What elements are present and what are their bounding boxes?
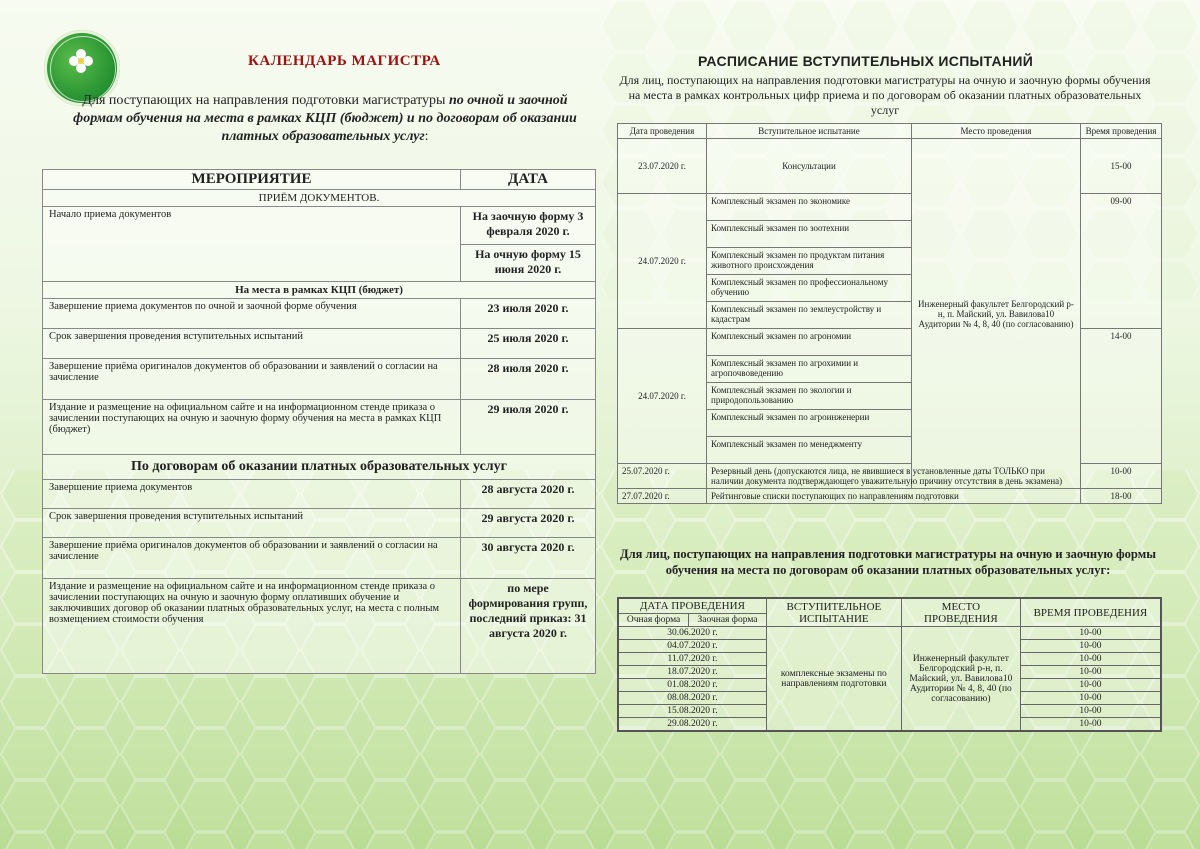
p-h-exam: ВСТУПИТЕЛЬНОЕ ИСПЫТАНИЕ xyxy=(766,598,901,627)
col-event-header: МЕРОПРИЯТИЕ xyxy=(43,170,461,190)
reserve-date: 25.07.2020 г. xyxy=(618,464,707,489)
rating-time: 18-00 xyxy=(1081,489,1162,504)
p-h-time: ВРЕМЯ ПРОВЕДЕНИЯ xyxy=(1020,598,1161,627)
schedule-intro: Для лиц, поступающих на направления подготовки магистратуры на очную и заочную формы обучения на места в рамках контрольных цифр приема и по договорам об оказании платных образовательных услуг xyxy=(619,73,1151,117)
row-event: Завершение приёма оригиналов документов об образовании и заявлений о согласии на зачисление xyxy=(43,538,461,579)
reserve: Резервный день (допускаются лица, не явившиеся в установленные даты ТОЛЬКО при наличии документа подтверждающего уважительную причину отсутствия в день экзамена) xyxy=(707,464,1081,489)
row-event: Завершение приема документов xyxy=(43,480,461,509)
paid-schedule-table xyxy=(617,597,1162,732)
row-date: по мере формирования групп, последний приказ: 31 августа 2020 г. xyxy=(461,579,596,674)
table-row xyxy=(43,509,596,538)
intro-colon: : xyxy=(424,129,429,144)
group1-date: 24.07.2020 г. xyxy=(618,194,707,329)
exam-item: Комплексный экзамен по агрономии xyxy=(707,329,912,356)
p-date: 29.08.2020 г. xyxy=(618,718,766,732)
start-label: Начало приема документов xyxy=(43,207,461,282)
section-budget: На места в рамках КЦП (бюджет) xyxy=(43,282,596,299)
h-time: Время проведения xyxy=(1081,124,1162,139)
p-time: 10-00 xyxy=(1020,666,1161,679)
p-time: 10-00 xyxy=(1020,653,1161,666)
rating: Рейтинговые списки поступающих по направлениям подготовки xyxy=(707,489,1081,504)
p-exam: комплексные экзамены по направлениям подготовки xyxy=(766,627,901,732)
h-place: Место проведения xyxy=(912,124,1081,139)
p-time: 10-00 xyxy=(1020,692,1161,705)
p-time: 10-00 xyxy=(1020,627,1161,640)
table-row xyxy=(43,329,596,359)
schedule-title: РАСПИСАНИЕ ВСТУПИТЕЛЬНЫХ ИСПЫТАНИЙ xyxy=(698,53,1034,69)
group2-time: 14-00 xyxy=(1081,329,1162,464)
p-date: 08.08.2020 г. xyxy=(618,692,766,705)
table-row xyxy=(43,299,596,329)
table-row xyxy=(43,538,596,579)
p-date: 30.06.2020 г. xyxy=(618,627,766,640)
consult-time: 15-00 xyxy=(1081,139,1162,194)
p-h-date: ДАТА ПРОВЕДЕНИЯ xyxy=(618,598,766,614)
row-date: 28 августа 2020 г. xyxy=(461,480,596,509)
row-date: 29 июля 2020 г. xyxy=(461,400,596,455)
table-row xyxy=(43,400,596,455)
p-h-place: МЕСТО ПРОВЕДЕНИЯ xyxy=(901,598,1020,627)
exam-item: Комплексный экзамен по продуктам питания животного происхождения xyxy=(707,248,912,275)
flower-icon xyxy=(66,46,96,76)
col-date-header: ДАТА xyxy=(461,170,596,190)
row-event: Издание и размещение на официальном сайте и на информационном стенде приказа о зачислении поступающих на очную и заочную форму обучения на места в рамках КЦП (бюджет) xyxy=(43,400,461,455)
exam-item: Комплексный экзамен по зоотехнии xyxy=(707,221,912,248)
calendar-table xyxy=(42,169,596,674)
start-date-zaoch: На заочную форму 3 февраля 2020 г. xyxy=(461,207,596,245)
exam-item: Комплексный экзамен по профессиональному обучению xyxy=(707,275,912,302)
reserve-time: 10-00 xyxy=(1081,464,1162,489)
p-time: 10-00 xyxy=(1020,718,1161,732)
row-date: 28 июля 2020 г. xyxy=(461,359,596,400)
row-event: Издание и размещение на официальном сайте и на информационном стенде приказа о зачислении поступающих на очную и заочную форму оплативших обучение и заключивших договор об оказании платных образовательных услуг, на места с полным возмещением стоимости обучения xyxy=(43,579,461,674)
rating-date: 27.07.2020 г. xyxy=(618,489,707,504)
section-paid: По договорам об оказании платных образовательных услуг xyxy=(43,455,596,480)
p-date: 04.07.2020 г. xyxy=(618,640,766,653)
p-date: 01.08.2020 г. xyxy=(618,679,766,692)
row-event: Завершение приёма оригиналов документов об образовании и заявлений о согласии на зачисление xyxy=(43,359,461,400)
start-date-och: На очную форму 15 июня 2020 г. xyxy=(461,244,596,282)
p-time: 10-00 xyxy=(1020,679,1161,692)
p-place: Инженерный факультет Белгородский р-н, п. Майский, ул. Вавилова10 Аудитории № 4, 8, 40 (по согласованию) xyxy=(901,627,1020,732)
intro-italic: по очной и заочной формам обучения на места в рамках КЦП (бюджет) и по договорам об оказании платных образовательных услуг xyxy=(73,93,577,144)
paid-title: Для лиц, поступающих на направления подготовки магистратуры на очную и заочную формы обучения на места по договорам об оказании платных образовательных услуг: xyxy=(620,547,1156,577)
consult-date: 23.07.2020 г. xyxy=(618,139,707,194)
section-docs: ПРИЁМ ДОКУМЕНТОВ. xyxy=(43,190,596,207)
exam-item: Комплексный экзамен по экологии и природопользованию xyxy=(707,383,912,410)
exam-item: Комплексный экзамен по менеджменту xyxy=(707,437,912,464)
p-h-zaoch: Заочная форма xyxy=(689,614,767,627)
h-exam: Вступительное испытание xyxy=(707,124,912,139)
calendar-title: КАЛЕНДАРЬ МАГИСТРА xyxy=(248,53,441,69)
row-event: Завершение приема документов по очной и заочной форме обучения xyxy=(43,299,461,329)
row-date: 25 июля 2020 г. xyxy=(461,329,596,359)
place: Инженерный факультет Белгородский р-н, п. Майский, ул. Вавилова10 Аудитории № 4, 8, 40 (по согласованию) xyxy=(912,139,1081,489)
exam-item: Комплексный экзамен по агроинженерии xyxy=(707,410,912,437)
table-row xyxy=(43,480,596,509)
schedule-table xyxy=(617,123,1162,504)
intro-plain: Для поступающих на направления подготовки магистратуры xyxy=(82,93,446,108)
p-time: 10-00 xyxy=(1020,705,1161,718)
p-time: 10-00 xyxy=(1020,640,1161,653)
consult: Консультации xyxy=(707,139,912,194)
calendar-intro xyxy=(60,92,590,146)
p-date: 18.07.2020 г. xyxy=(618,666,766,679)
row-date: 29 августа 2020 г. xyxy=(461,509,596,538)
table-row xyxy=(43,359,596,400)
p-h-och: Очная форма xyxy=(618,614,689,627)
row-date: 30 августа 2020 г. xyxy=(461,538,596,579)
row-event: Срок завершения проведения вступительных испытаний xyxy=(43,509,461,538)
exam-item: Комплексный экзамен по землеустройству и кадастрам xyxy=(707,302,912,329)
row-date: 23 июля 2020 г. xyxy=(461,299,596,329)
table-row xyxy=(43,579,596,674)
h-date: Дата проведения xyxy=(618,124,707,139)
p-date: 15.08.2020 г. xyxy=(618,705,766,718)
row-event: Срок завершения проведения вступительных испытаний xyxy=(43,329,461,359)
exam-item: Комплексный экзамен по экономике xyxy=(707,194,912,221)
exam-item: Комплексный экзамен по агрохимии и агропочвоведению xyxy=(707,356,912,383)
group2-date: 24.07.2020 г. xyxy=(618,329,707,464)
group1-time: 09-00 xyxy=(1081,194,1162,329)
p-date: 11.07.2020 г. xyxy=(618,653,766,666)
